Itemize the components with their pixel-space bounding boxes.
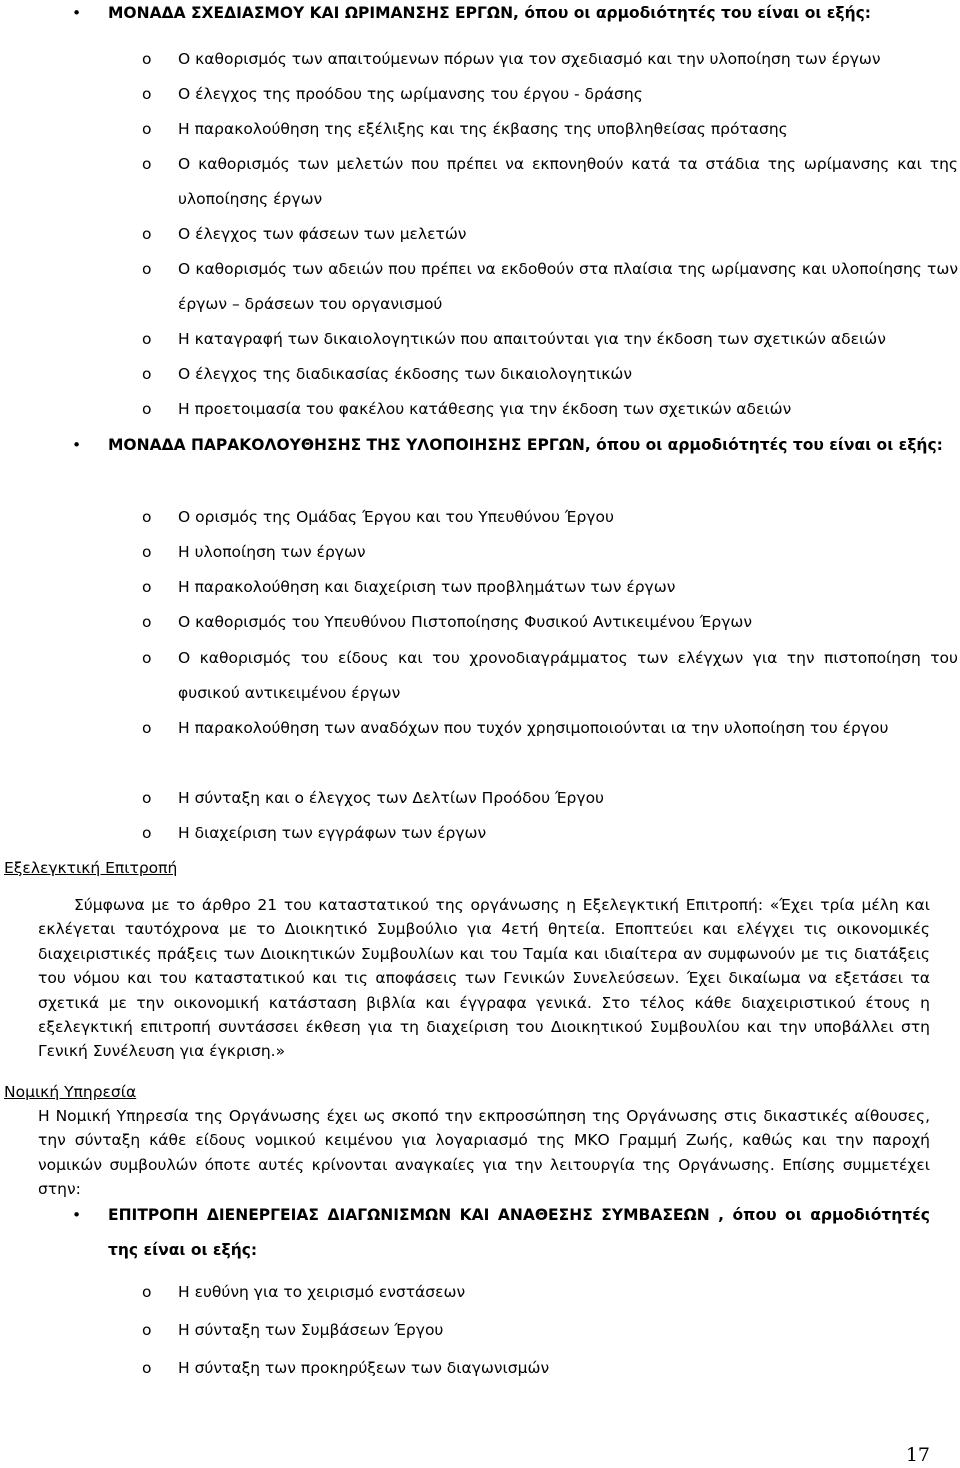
list-item: o Η σύνταξη και ο έλεγχος των Δελτίων Προόδου Έργου [178, 781, 958, 816]
list-item: o Ο έλεγχος της διαδικασίας έκδοσης των δικαιολογητικών [178, 357, 958, 392]
bullet: • [72, 436, 82, 454]
list-marker: o [142, 155, 152, 173]
page-number: 17 [905, 1444, 930, 1466]
list-item: o Ο καθορισμός των μελετών που πρέπει να εκπονηθούν κατά τα στάδια της ωρίμανσης και της υλοποίησης έργων [178, 147, 958, 217]
list-marker: o [142, 789, 152, 807]
list-item: o Η παρακολούθηση της εξέλιξης και της έκβασης της υποβληθείσας πρότασης [178, 112, 958, 147]
list-marker: o [142, 365, 152, 383]
list-item: o Η ευθύνη για το χειρισμό ενστάσεων [178, 1275, 958, 1310]
list-item: o Η προετοιμασία του φακέλου κατάθεσης για την έκδοση των σχετικών αδειών [178, 392, 958, 427]
bullet: • [72, 4, 82, 22]
bullet: • [72, 1206, 82, 1224]
unit-design-title: • ΜΟΝΑΔΑ ΣΧΕΔΙΑΣΜΟΥ ΚΑΙ ΩΡΙΜΑΝΣΗΣ ΕΡΓΩΝ, όπου οι αρμοδιότητές του είναι οι εξής: [72, 4, 871, 22]
list-marker: o [142, 260, 152, 278]
list-item: o Ο καθορισμός των αδειών που πρέπει να εκδοθούν στα πλαίσια της ωρίμανσης και υλοποίησης των έργων – δράσεων του οργανισμού [178, 252, 958, 322]
legal-text: Η Νομική Υπηρεσία της Οργάνωσης έχει ως σκοπό την εκπροσώπηση της Οργάνωσης στις δικαστικές αίθουσες, την σύνταξη κάθε είδους νομικού κειμένου για λογαριασμό της ΜΚΟ Γραμμή Ζωής, καθώς και την παροχή νομικών συμβουλών όποτε αυτές κρίνονται αναγκαίες για την λειτουργία της Οργάνωσης. Επίσης συμμετέχει στην: [38, 1107, 930, 1199]
list-item: o Ο έλεγχος της προόδου της ωρίμανσης του έργου - δράσης [178, 77, 958, 112]
list-marker: o [142, 543, 152, 561]
legal-heading: Νομική Υπηρεσία [4, 1083, 137, 1101]
list-marker: o [142, 613, 152, 631]
list-marker: o [142, 1321, 152, 1339]
list-item: o Η παρακολούθηση των αναδόχων που τυχόν χρησιμοποιούνται ια την υλοποίηση του έργου [178, 711, 958, 746]
unit-tenders-title: • ΕΠΙΤΡΟΠΗ ΔΙΕΝΕΡΓΕΙΑΣ ΔΙΑΓΩΝΙΣΜΩΝ ΚΑΙ ΑΝΑΘΕΣΗΣ ΣΥΜΒΑΣΕΩΝ , όπου οι αρμοδιότητές της είναι οι εξής: [108, 1198, 930, 1268]
list-marker: o [142, 120, 152, 138]
list-item: o Ο καθορισμός του είδους και του χρονοδιαγράμματος των ελέγχων για την πιστοποίηση του φυσικού αντικειμένου έργων [178, 641, 958, 711]
list-item: o Ο ορισμός της Ομάδας Έργου και του Υπευθύνου Έργου [178, 500, 958, 535]
list-marker: o [142, 649, 152, 667]
list-marker: o [142, 330, 152, 348]
list-item: o Η καταγραφή των δικαιολογητικών που απαιτούνται για την έκδοση των σχετικών αδειών [178, 322, 958, 357]
list-item: o Η παρακολούθηση και διαχείριση των προβλημάτων των έργων [178, 570, 958, 605]
list-item: o Ο καθορισμός των απαιτούμενων πόρων για τον σχεδιασμό και την υλοποίηση των έργων [178, 42, 958, 77]
list-marker: o [142, 1359, 152, 1377]
list-marker: o [142, 400, 152, 418]
list-marker: o [142, 85, 152, 103]
audit-heading: Εξελεγκτική Επιτροπή [4, 859, 178, 877]
list-marker: o [142, 225, 152, 243]
list-item: o Ο καθορισμός του Υπευθύνου Πιστοποίησης Φυσικού Αντικειμένου Έργων [178, 605, 958, 640]
unit-monitoring-title: • ΜΟΝΑΔΑ ΠΑΡΑΚΟΛΟΥΘΗΣΗΣ ΤΗΣ ΥΛΟΠΟΙΗΣΗΣ ΕΡΓΩΝ, όπου οι αρμοδιότητές του είναι οι εξής: [108, 428, 958, 463]
list-marker: o [142, 1283, 152, 1301]
list-marker: o [142, 50, 152, 68]
audit-text: Σύμφωνα με το άρθρο 21 του καταστατικού της οργάνωσης η Εξελεγκτική Επιτροπή: «Έχει τρία μέλη και εκλέγεται ταυτόχρονα με το Διοικητικό Συμβούλιο για 4ετή θητεία. Εποπτεύει και ελέγχει τις οικονομικές διαχειριστικές πράξεις των Διοικητικών Συμβουλίων και του Ταμία και ιδιαίτερα αν συμφωνούν με τις διατάξεις του νόμου και του καταστατικού και τις αποφάσεις των Γενικών Συνελεύσεων. Έχει δικαίωμα να εξετάσει τα σχετικά με την οικονομική κατάσταση βιβλία και έγγραφα γενικά. Στο τέλος κάθε διαχειριστικού έτους η εξελεγκτική επιτροπή συντάσσει έκθεση για τη διαχείριση του Διοικητικού Συμβουλίου και την υποβάλλει στη Γενική Συνέλευση για έγκριση.» [38, 896, 930, 1061]
list-item: o Η υλοποίηση των έργων [178, 535, 958, 570]
list-item: o Η διαχείριση των εγγράφων των έργων [178, 816, 958, 851]
list-item: o Ο έλεγχος των φάσεων των μελετών [178, 217, 958, 252]
list-item: o Η σύνταξη των προκηρύξεων των διαγωνισμών [178, 1351, 958, 1386]
list-marker: o [142, 824, 152, 842]
list-item: o Η σύνταξη των Συμβάσεων Έργου [178, 1313, 958, 1348]
list-marker: o [142, 508, 152, 526]
list-marker: o [142, 719, 152, 737]
list-marker: o [142, 578, 152, 596]
